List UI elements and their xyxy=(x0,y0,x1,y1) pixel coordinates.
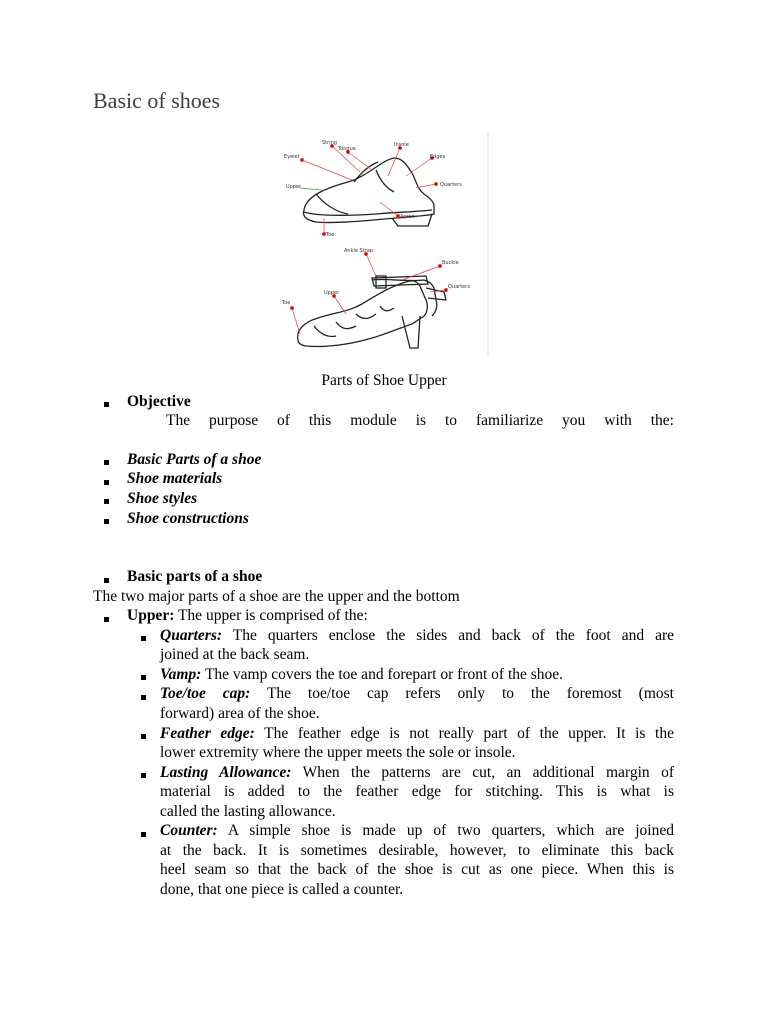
label-string: String xyxy=(322,140,337,146)
item-text: The vamp covers the toe and forepart or front of the shoe. xyxy=(204,666,564,683)
objective-heading: Objective xyxy=(127,393,191,410)
item-feather-line1 xyxy=(160,725,674,743)
label-eyelet: Eyelet xyxy=(284,154,300,160)
label-quarters-bottom: Quarters xyxy=(448,284,470,290)
label-toe: Toe xyxy=(326,232,335,238)
figure-caption: Parts of Shoe Upper xyxy=(321,372,447,389)
topic-item: Shoe styles xyxy=(127,490,198,507)
term-quarters: Quarters: xyxy=(160,627,223,644)
label-upper: Upper xyxy=(286,184,302,190)
item-lasting-line2: material is added to the feather edge for stitching. This is what is xyxy=(160,783,674,800)
item-feather-line2: lower extremity where the upper meets the sole or insole. xyxy=(160,744,516,761)
upper-line xyxy=(127,607,368,625)
label-upper-bottom: Upper xyxy=(324,290,340,296)
label-buckle: Buckle xyxy=(442,260,459,266)
upper-label: Upper: xyxy=(127,607,175,624)
label-quarters: Quarters xyxy=(440,182,462,188)
label-toe-bottom: Toe xyxy=(282,300,291,306)
topic-item: Shoe materials xyxy=(127,470,223,487)
bullet xyxy=(104,460,109,465)
bullet xyxy=(104,480,109,485)
term-toe-cap: Toe/toe cap: xyxy=(160,685,251,702)
bullet xyxy=(141,832,146,837)
bullet xyxy=(141,734,146,739)
bullet xyxy=(141,636,146,641)
item-counter-line2: at the back. It is sometimes desirable, however, to eliminate this back xyxy=(160,842,674,859)
bullet xyxy=(104,578,109,583)
shoe-diagram xyxy=(276,130,491,358)
item-text: A simple shoe is made up of two quarters, which are joined xyxy=(227,822,674,839)
bullet xyxy=(104,519,109,524)
item-toecap-line2: forward) area of the shoe. xyxy=(160,705,320,722)
term-feather-edge: Feather edge: xyxy=(160,725,255,742)
term-vamp: Vamp: xyxy=(160,666,202,683)
bullet xyxy=(141,695,146,700)
term-counter: Counter: xyxy=(160,822,218,839)
page-title: Basic of shoes xyxy=(93,88,221,113)
bullet xyxy=(141,675,146,680)
item-text: The feather edge is not really part of the upper. It is the xyxy=(264,725,674,742)
label-ankle-strap: Ankle Strap xyxy=(344,248,373,254)
item-lasting-line1 xyxy=(160,764,674,782)
upper-text: The upper is comprised of the: xyxy=(177,607,368,624)
topic-item: Basic Parts of a shoe xyxy=(127,451,262,468)
basic-parts-heading: Basic parts of a shoe xyxy=(127,568,263,585)
bullet xyxy=(104,402,109,407)
label-insole: Insole xyxy=(394,142,409,148)
item-quarters-line2: joined at the back seam. xyxy=(160,646,310,663)
term-lasting-allowance: Lasting Allowance: xyxy=(160,764,292,781)
bullet xyxy=(104,499,109,504)
topic-item: Shoe constructions xyxy=(127,510,249,527)
item-toecap-line1 xyxy=(160,685,674,703)
bullet xyxy=(104,617,109,622)
item-counter-line3: heel seam so that the back of the shoe is cut as one piece. When this is xyxy=(160,861,674,878)
item-counter-line4: done, that one piece is called a counter. xyxy=(160,881,404,898)
label-tongue: Tongue xyxy=(338,146,356,152)
item-lasting-line3: called the lasting allowance. xyxy=(160,803,336,820)
item-vamp xyxy=(160,666,563,684)
item-text: The quarters enclose the sides and back of the foot and are xyxy=(232,627,674,644)
item-text: When the patterns are cut, an additional margin of xyxy=(302,764,674,781)
item-counter-line1 xyxy=(160,822,674,840)
objective-text: The purpose of this module is to familiarize you with the: xyxy=(166,412,674,429)
heeled-shoe-illustration xyxy=(298,276,446,348)
item-text: The toe/toe cap refers only to the foremost (most xyxy=(266,685,674,702)
bullet xyxy=(141,773,146,778)
label-apron: Apron xyxy=(400,214,415,220)
basic-parts-intro: The two major parts of a shoe are the upper and the bottom xyxy=(93,588,460,605)
item-quarters-line1 xyxy=(160,627,674,645)
shoe-parts-figure xyxy=(276,130,491,358)
label-edges: Edges xyxy=(430,154,446,160)
